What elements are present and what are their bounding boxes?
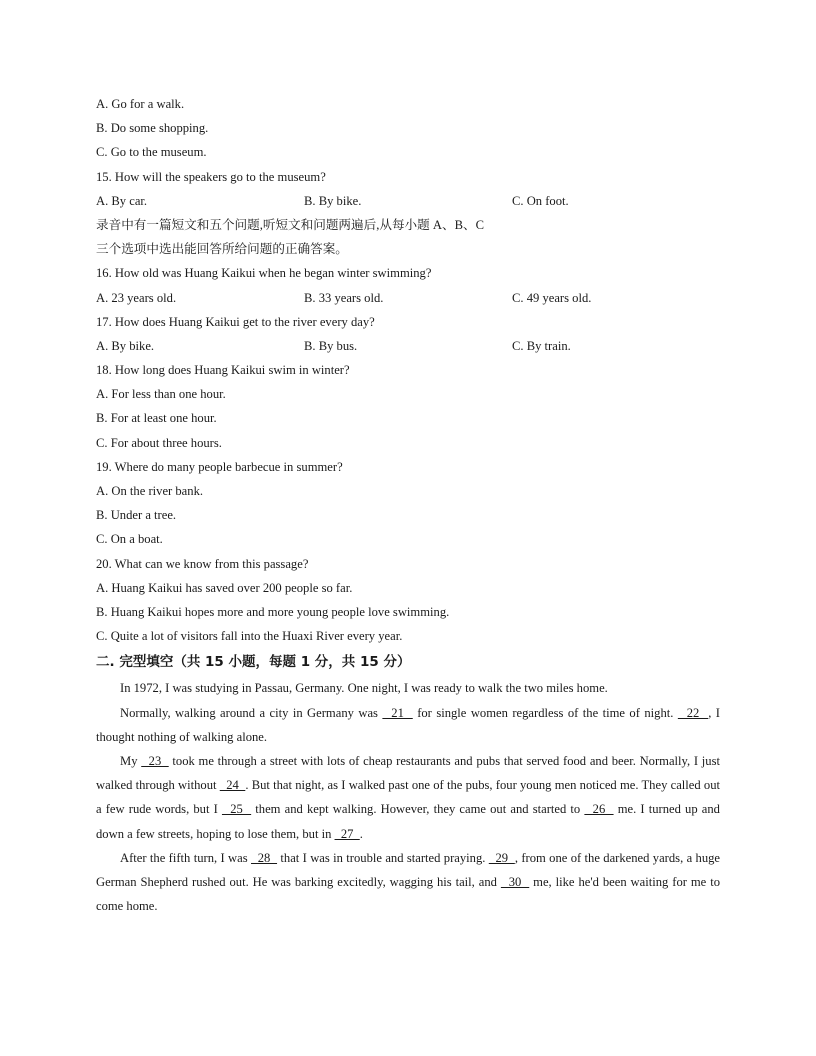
q15-option-c: C. On foot. [512, 193, 569, 208]
cloze-paragraph-1: In 1972, I was studying in Passau, Germany. One night, I was ready to walk the two miles home. [120, 681, 608, 696]
blank-24: 24 [219, 778, 246, 793]
blank-21: 21 [382, 705, 413, 720]
p3-text-3: . But that night, as I walked past one of the pubs, four young men noticed me. They called out a few rude words, but I [96, 778, 721, 817]
p3-text-2: took me through a street with lots of cheap restaurants and pubs that served food and beer. Normally, I just walked through without [96, 753, 720, 793]
exam-page [96, 92, 720, 918]
blank-30: 30 [500, 874, 530, 889]
q18-question: 18. How long does Huang Kaikui swim in winter? [96, 363, 350, 378]
q18-option-a: A. For less than one hour. [96, 387, 226, 402]
cloze-paragraph-4 [96, 846, 720, 919]
q16-question: 16. How old was Huang Kaikui when he began winter swimming? [96, 266, 432, 281]
blank-28: 28 [251, 850, 278, 865]
instruction-line-1: 录音中有一篇短文和五个问题,听短文和问题两遍后,从每小题 A、B、C [96, 217, 484, 232]
blank-27: 27 [334, 826, 360, 841]
cloze-paragraph-2 [96, 701, 720, 749]
cloze-paragraph-3 [96, 749, 720, 846]
q20-option-c: C. Quite a lot of visitors fall into the Huaxi River every year. [96, 629, 403, 644]
q15-question: 15. How will the speakers go to the museum? [96, 169, 326, 184]
cloze-section-heading: 二. 完型填空（共 15 小题，每题 1 分，共 15 分） [96, 654, 411, 671]
p3-text-1: My [120, 753, 142, 768]
p3-text-6: . [359, 826, 363, 841]
q14-option-c: C. Go to the museum. [96, 145, 207, 160]
p4-text-1: After the fifth turn, I was [120, 850, 252, 865]
blank-29: 29 [488, 850, 515, 865]
q17-option-c: C. By train. [512, 338, 571, 353]
p4-text-3: , from one of the darkened yards, a huge German Shepherd rushed out. He was barking excitedly, wagging his tail, and [96, 850, 721, 889]
q15-option-b: B. By bike. [304, 193, 362, 208]
q19-option-c: C. On a boat. [96, 532, 163, 547]
p2-text-1: Normally, walking around a city in Germany was [120, 705, 383, 720]
q16-options [96, 286, 720, 310]
blank-26: 26 [584, 802, 614, 817]
q18-option-b: B. For at least one hour. [96, 411, 217, 426]
p3-text-5: me. I turned up and down a few streets, hoping to lose them, but in [96, 802, 720, 841]
p2-text-3: , I thought nothing of walking alone. [96, 705, 720, 744]
q16-option-a: A. 23 years old. [96, 290, 177, 305]
q17-question: 17. How does Huang Kaikui get to the river every day? [96, 314, 375, 329]
q15-option-a: A. By car. [96, 193, 148, 208]
q19-option-b: B. Under a tree. [96, 508, 177, 523]
q14-option-a: A. Go for a walk. [96, 97, 185, 111]
q20-question: 20. What can we know from this passage? [96, 556, 309, 571]
blank-23: 23 [141, 753, 169, 768]
q15-options [96, 189, 720, 213]
q18-option-c: C. For about three hours. [96, 435, 222, 450]
q19-question: 19. Where do many people barbecue in summer? [96, 459, 343, 474]
blank-22: 22 [677, 705, 709, 720]
q17-option-b: B. By bus. [304, 338, 358, 353]
q16-option-b: B. 33 years old. [304, 290, 384, 305]
instruction-line-2: 三个选项中选出能回答所给问题的正确答案。 [96, 242, 348, 257]
p2-text-2: for single women regardless of the time of night. [412, 705, 678, 720]
q20-option-b: B. Huang Kaikui hopes more and more young people love swimming. [96, 604, 450, 619]
q14-option-b: B. Do some shopping. [96, 121, 209, 136]
p4-text-4: me, like he'd been waiting for me to come home. [96, 874, 721, 914]
blank-25: 25 [221, 802, 252, 817]
q16-option-c: C. 49 years old. [512, 290, 592, 305]
q17-options [96, 334, 720, 358]
q17-option-a: A. By bike. [96, 338, 155, 353]
p4-text-2: that I was in trouble and started praying. [277, 850, 489, 865]
q19-option-a: A. On the river bank. [96, 484, 204, 498]
q20-option-a: A. Huang Kaikui has saved over 200 people so far. [96, 580, 353, 595]
p3-text-4: them and kept walking. However, they came out and started to [251, 802, 585, 817]
